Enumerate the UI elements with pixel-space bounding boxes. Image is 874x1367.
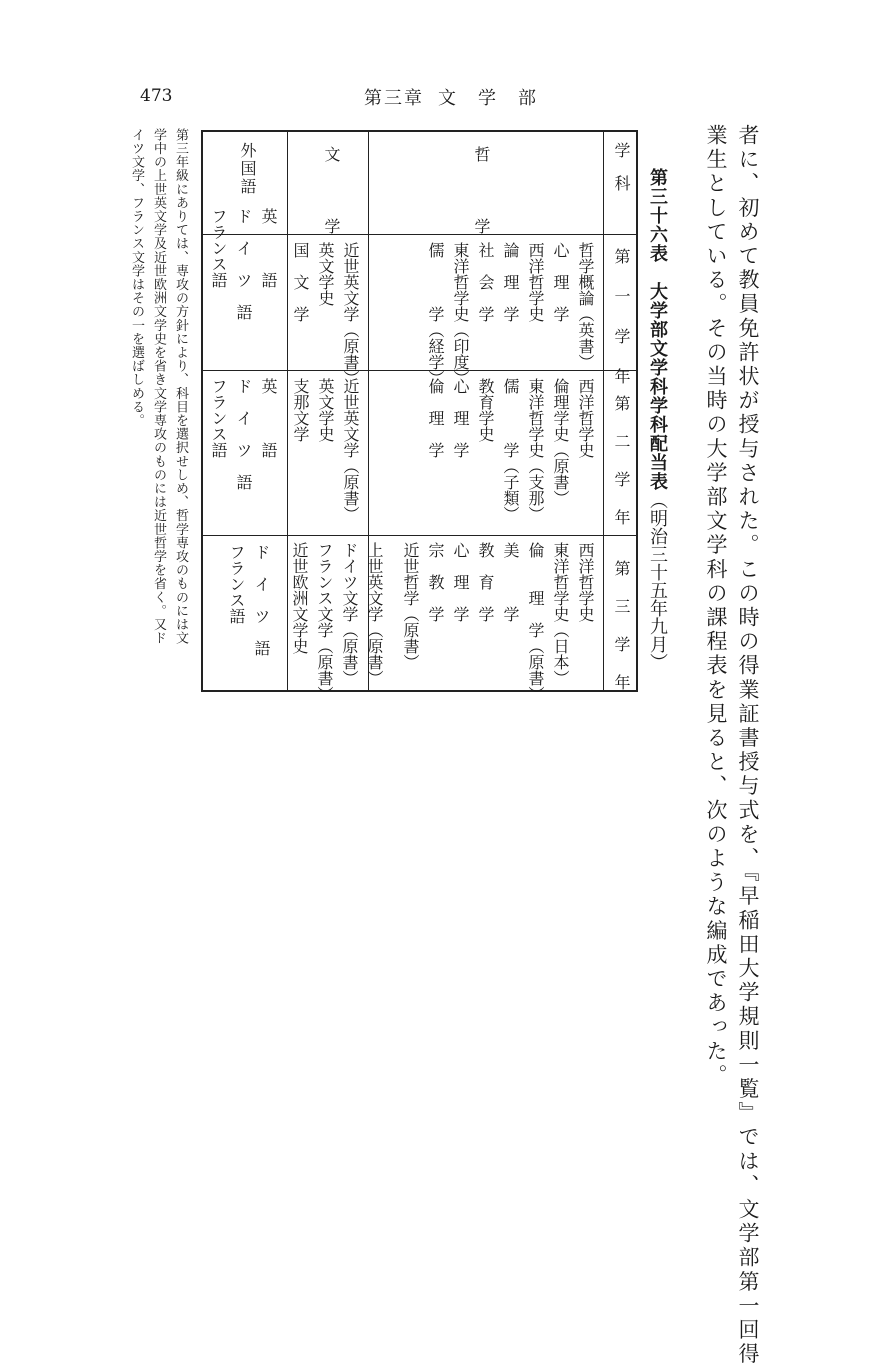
footnote-line-3: イツ文学、フランス文学はその一を選ばしめる。 [129, 128, 144, 428]
subject-item: 儒 学（子類） [501, 378, 520, 522]
subject-item: 心 理 学 [451, 378, 470, 458]
divider-year1-row [203, 370, 636, 371]
subject-item: 儒 学（経学） [426, 242, 445, 386]
subject-item: 近世英文学（原書） [341, 378, 360, 522]
subject-item: 宗 教 学 [426, 542, 445, 622]
body-text-line-1: 者に、初めて教員免許状が授与された。この時の得業証書授与式を、『早稲田大学規則一覧』では、文学部第一回得 [736, 124, 760, 1367]
group-languages-label: 外国語 [238, 142, 257, 196]
subject-item: フランス語 [209, 378, 228, 458]
body-text-line-2: 業生としている。その当時の大学部文学科の課程表を見ると、次のような編成であった。 [704, 124, 728, 1088]
subject-item: 英文学史 [316, 378, 335, 442]
chapter-title: 文 学 部 [438, 88, 538, 109]
group-philosophy-label: 哲 学 [472, 146, 491, 242]
header-subject: 学 科 [612, 142, 631, 192]
subject-item: ドイツ文学（原書） [340, 542, 359, 686]
subject-item: 上世英文学（原書） [365, 542, 384, 686]
subject-item: 近世英文学（原書） [341, 242, 360, 386]
table-caption-title: 第三十六表 大学部文学科学科配当表 [647, 168, 668, 491]
page-number: 473 [140, 86, 173, 106]
group-literature-label: 文 学 [322, 146, 341, 242]
subject-item: 心 理 学 [551, 242, 570, 322]
subject-item: 東洋哲学史（日本） [551, 542, 570, 686]
subject-item: ド イ ツ 語 [252, 544, 271, 656]
subject-item: 哲学概論（英書） [576, 242, 595, 370]
subject-item: 西洋哲学史 [576, 542, 595, 622]
header-year1: 第 一 学 年 [612, 248, 631, 388]
footnote-line-2: 学中の上世英文学及近世欧洲文学史を省き文学専攻のものには近世哲学を省く。又ド [151, 128, 166, 645]
subject-item: 東洋哲学史（支那） [526, 378, 545, 522]
subject-item: 教育学史 [476, 378, 495, 442]
subject-item: ド イ ツ 語 [234, 208, 253, 320]
header-year3: 第 三 学 年 [612, 560, 631, 693]
divider-lit-lang [287, 132, 288, 690]
subject-item: 社 会 学 [476, 242, 495, 322]
subject-item: 倫 理 学 [426, 378, 445, 458]
subject-item: 西洋哲学史 [526, 242, 545, 322]
subject-item: ド イ ツ 語 [234, 378, 253, 490]
subject-item: 東洋哲学史（印度） [451, 242, 470, 386]
divider-header [603, 132, 604, 690]
subject-item: フランス語 [209, 208, 228, 288]
curriculum-table [201, 130, 638, 702]
subject-item: 心 理 学 [451, 542, 470, 622]
running-header [364, 84, 538, 110]
subject-item: 支那文学 [291, 378, 310, 442]
subject-item: 論 理 学 [501, 242, 520, 322]
subject-item: 美 学 [501, 542, 520, 622]
subject-item: 近世哲学（原書） [401, 542, 420, 670]
subject-item: 近世欧洲文学史 [290, 542, 309, 654]
chapter-label: 第三章 [364, 88, 424, 109]
subject-item: 国 文 学 [291, 242, 310, 322]
header-year2: 第 二 学 年 [612, 395, 631, 528]
table-caption-date: （明治三十五年九月） [647, 491, 668, 671]
table-caption [648, 168, 666, 671]
subject-item: 教 育 学 [476, 542, 495, 622]
divider-year2-row [203, 535, 636, 536]
subject-item: 倫 理 学（原書） [526, 542, 545, 702]
subject-item: フランス文学（原書） [315, 542, 334, 702]
footnote-line-1: 第三年級にありては、専攻の方針により、科目を選択せしめ、哲学専攻のものには文 [173, 128, 188, 645]
subject-item: 英 語 [259, 208, 278, 288]
subject-item: フランス語 [227, 544, 246, 624]
subject-item: 西洋哲学史 [576, 378, 595, 458]
subject-item: 倫理学史（原書） [551, 378, 570, 506]
subject-item: 英文学史 [316, 242, 335, 306]
subject-item: 英 語 [259, 378, 278, 458]
